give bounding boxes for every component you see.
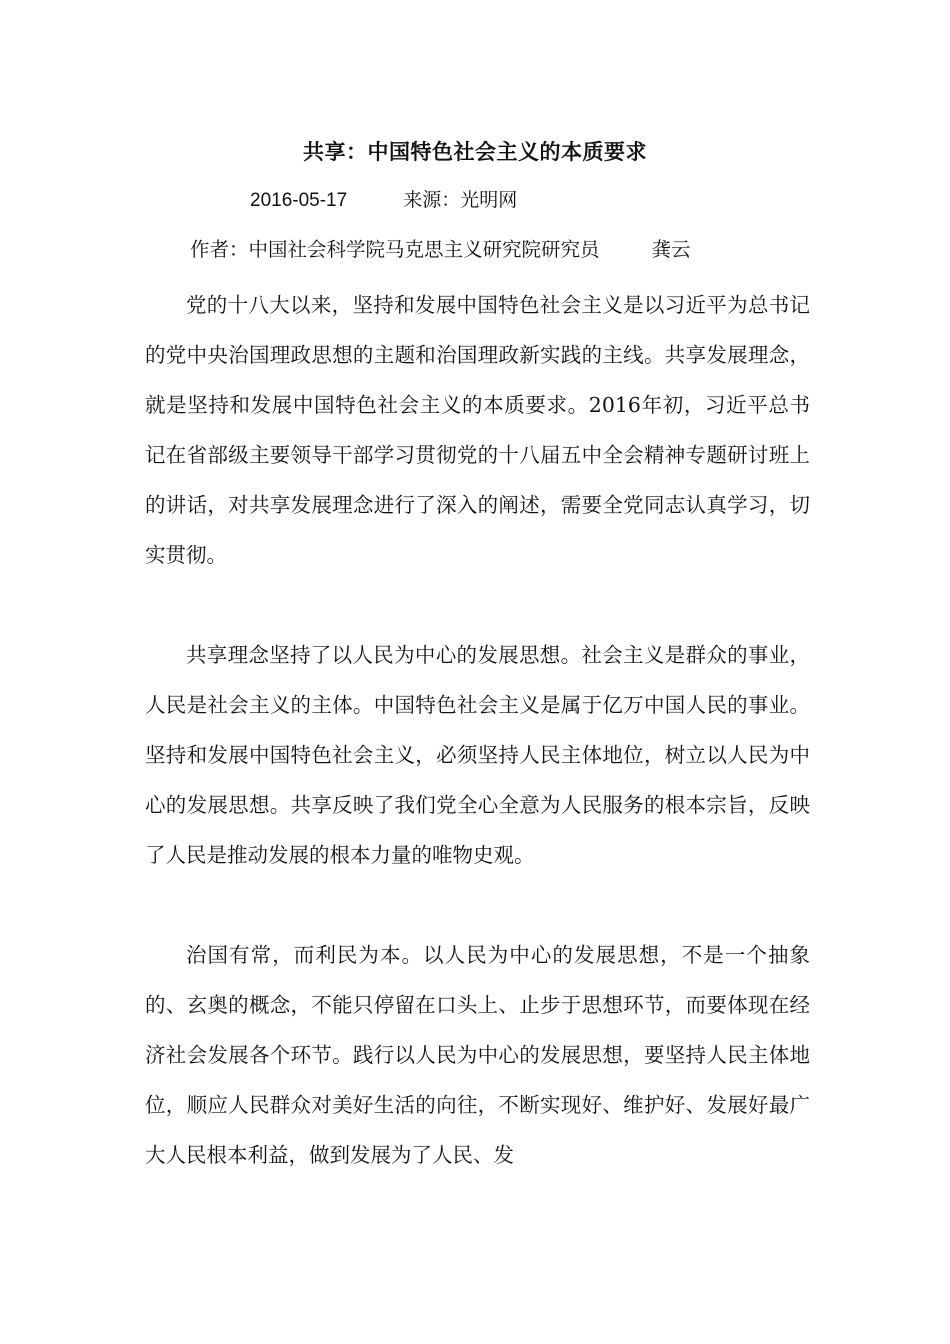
paragraph-spacer <box>145 880 810 930</box>
author-affiliation: 作者：中国社会科学院马克思主义研究院研究员 <box>190 238 600 261</box>
article-source: 来源：光明网 <box>403 189 518 211</box>
paragraph: 共享理念坚持了以人民为中心的发展思想。社会主义是群众的事业，人民是社会主义的主体。中国特色社会主义是属于亿万中国人民的事业。坚持和发展中国特色社会主义，必须坚持人民主体地位，树立以人民为中心的发展思想。共享反映了我们党全心全意为人民服务的根本宗旨，反映了人民是推动发展的根本力量的唯物史观。 <box>145 643 810 867</box>
paragraph: 党的十八大以来，坚持和发展中国特色社会主义是以习近平为总书记的党中央治国理政思想的主题和治国理政新实践的主线。共享发展理念，就是坚持和发展中国特色社会主义的本质要求。2016年初，习近平总书记在省部级主要领导干部学习贯彻党的十八届五中全会精神专题研讨班上的讲话，对共享发展理念进行了深入的阐述，需要全党同志认真学习，切实贯彻。 <box>145 293 810 567</box>
article-meta <box>250 184 517 217</box>
publish-date: 2016-05-17 <box>250 190 348 211</box>
article-body <box>145 280 810 1180</box>
paragraph-spacer <box>145 580 810 630</box>
paragraph: 治国有常，而利民为本。以人民为中心的发展思想，不是一个抽象的、玄奥的概念，不能只停留在口头上、止步于思想环节，而要体现在经济社会发展各个环节。践行以人民为中心的发展思想，要坚持人民主体地位，顺应人民群众对美好生活的向往，不断实现好、维护好、发展好最广大人民根本利益，做到发展为了人民、发 <box>145 943 810 1167</box>
author-name: 龚云 <box>651 238 691 261</box>
article-author <box>190 234 691 266</box>
article-title: 共享：中国特色社会主义的本质要求 <box>303 140 647 164</box>
